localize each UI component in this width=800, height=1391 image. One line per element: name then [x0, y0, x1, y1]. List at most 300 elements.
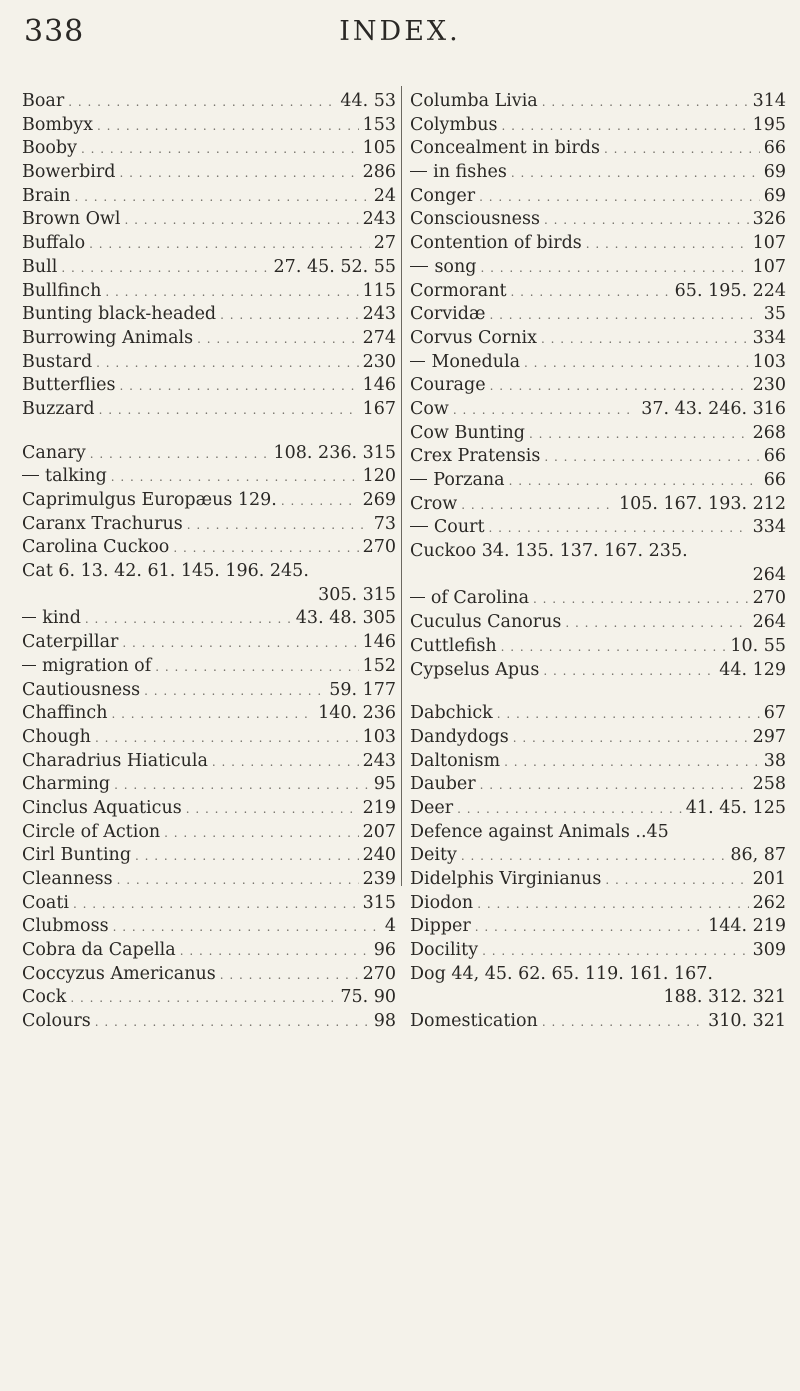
index-entry: [410, 280, 786, 304]
index-term: Carolina Cuckoo: [22, 537, 170, 558]
leader-dots: [164, 822, 358, 846]
index-term: Bowerbird: [22, 162, 116, 183]
page-refs: 67: [763, 703, 786, 724]
index-entry: [22, 232, 396, 256]
leader-dots: [461, 845, 726, 869]
leader-dots: [477, 893, 748, 917]
page-refs: 230: [362, 351, 396, 372]
index-entry: [22, 513, 396, 537]
page-refs: 195: [752, 114, 786, 135]
leader-dots: [501, 115, 748, 139]
index-entry: [22, 702, 396, 726]
index-entry: [22, 773, 396, 797]
index-term: Butterflies: [22, 375, 116, 396]
index-term: Cleanness: [22, 869, 113, 889]
page-refs: 37. 43. 246. 316: [641, 398, 786, 419]
index-term: migration of: [41, 655, 152, 676]
index-entry: [410, 445, 786, 469]
page-refs: 140. 236: [318, 703, 396, 724]
index-entry: [22, 868, 396, 892]
index-term: Charadrius Hiaticula: [22, 750, 208, 771]
page-refs: 120: [362, 466, 396, 487]
leader-dots: [542, 1011, 704, 1035]
page-refs: 98: [373, 1011, 396, 1032]
page-refs: 262: [752, 892, 786, 913]
index-entry: [410, 493, 786, 517]
page-refs: 270: [362, 537, 396, 558]
leader-dots: [105, 281, 358, 305]
leader-dots: [180, 940, 370, 964]
leader-dots: [533, 588, 749, 612]
index-term: Dauber: [410, 774, 476, 795]
index-term: Contention of birds: [410, 233, 582, 254]
index-term: Booby: [22, 138, 78, 159]
page-refs: 201: [752, 869, 786, 889]
index-term: Clubmoss: [22, 916, 109, 937]
repeat-dash: [410, 171, 427, 172]
page-refs: 315: [362, 892, 396, 913]
page-refs: 27. 45. 52. 55: [273, 256, 396, 277]
page-refs: 103: [752, 351, 786, 372]
index-entry: [22, 1010, 396, 1034]
index-term: Deer: [410, 797, 454, 818]
leader-dots: [111, 703, 314, 727]
page-refs: 146: [362, 375, 396, 396]
leader-dots: [281, 490, 359, 514]
index-entry: [410, 422, 786, 446]
leader-dots: [511, 281, 671, 305]
page-refs: 230: [752, 375, 786, 396]
index-term: Corvus Cornix: [410, 327, 538, 348]
page-refs: 269: [362, 490, 396, 510]
page-refs: 167: [362, 398, 396, 419]
index-term: Bustard: [22, 351, 93, 372]
repeat-dash: [22, 665, 36, 666]
index-entry: [22, 351, 396, 375]
leader-dots: [125, 209, 359, 233]
index-term: Courage: [410, 375, 486, 396]
index-entry: [410, 986, 786, 1010]
leader-dots: [99, 399, 359, 423]
index-term: Boar: [22, 91, 65, 111]
index-term: Colymbus: [410, 114, 498, 135]
index-entry: [22, 374, 396, 398]
index-entry: [22, 750, 396, 774]
index-entry: [22, 280, 396, 304]
running-head: INDEX.: [339, 16, 461, 47]
index-entry: [410, 726, 786, 750]
index-term: Cow: [410, 398, 449, 419]
index-entry: [410, 303, 786, 327]
index-term: Bombyx: [22, 114, 93, 135]
index-entry: [22, 489, 396, 513]
index-entry: [22, 327, 396, 351]
page-refs: 24: [373, 185, 396, 206]
leader-dots: [482, 940, 749, 964]
page-refs: 305. 315: [318, 584, 396, 605]
index-term: Buffalo: [22, 233, 86, 254]
index-entry: [410, 635, 786, 659]
page-refs: 297: [752, 726, 786, 747]
repeat-dash: [410, 479, 427, 480]
page-refs: 264: [752, 612, 786, 633]
page-refs: 96: [373, 940, 396, 961]
leader-dots: [117, 869, 359, 893]
index-entry: [22, 137, 396, 161]
page-refs: 108. 236. 315: [273, 442, 396, 463]
page-refs: 105: [362, 138, 396, 159]
page-refs: 207: [362, 821, 396, 842]
page-refs: 334: [752, 517, 786, 538]
page-refs: 35: [763, 304, 786, 325]
index-entry: [410, 232, 786, 256]
index-entry: [22, 986, 396, 1010]
page-refs: 41. 45. 125: [685, 797, 786, 818]
index-entry: [22, 442, 396, 466]
leader-dots: [95, 727, 359, 751]
index-term: Bull: [22, 256, 58, 277]
index-term: Crex Pratensis: [410, 446, 541, 467]
index-term: Bunting black-headed: [22, 304, 217, 325]
page-refs: 115: [362, 280, 396, 301]
repeat-dash: [410, 361, 425, 362]
leader-dots: [89, 233, 370, 257]
page-refs: 65. 195. 224: [674, 280, 786, 301]
index-entry: [410, 256, 786, 280]
leader-dots: [541, 328, 749, 352]
index-entry: [410, 374, 786, 398]
index-term: Buzzard: [22, 398, 95, 419]
page-refs: 59. 177: [329, 679, 396, 700]
index-term: Daltonism: [410, 750, 501, 771]
index-term: Dipper: [410, 916, 471, 937]
leader-dots: [111, 466, 359, 490]
leader-dots: [565, 612, 748, 636]
page-refs: 107: [752, 256, 786, 277]
leader-dots: [120, 375, 359, 399]
page-refs: 45: [646, 821, 669, 842]
index-entry: [22, 963, 396, 987]
index-term: Dandydogs: [410, 726, 509, 747]
page-refs: 44. 129: [719, 659, 786, 680]
index-entry: [22, 915, 396, 939]
index-entry: [410, 844, 786, 868]
page-refs: 243: [362, 750, 396, 771]
index-term: Columba Livia: [410, 91, 538, 111]
index-entry: [22, 892, 396, 916]
index-entry: [410, 750, 786, 774]
leader-dots: [70, 987, 336, 1011]
page-refs: 274: [362, 327, 396, 348]
index-entry: [410, 327, 786, 351]
index-term: Consciousness: [410, 209, 540, 230]
page-refs: 75. 90: [340, 987, 396, 1008]
page-refs: 310. 321: [708, 1011, 786, 1032]
index-entry: [410, 564, 786, 588]
leader-dots: [586, 233, 749, 257]
leader-dots: [544, 446, 759, 470]
leader-dots: [113, 916, 381, 940]
index-entry: [410, 1010, 786, 1034]
page-refs: 4: [384, 916, 396, 937]
leader-dots: [529, 423, 749, 447]
leader-dots: [480, 257, 748, 281]
leader-dots: [501, 636, 727, 660]
index-term: kind: [42, 608, 81, 629]
leader-dots: [61, 257, 269, 281]
index-entry: [410, 797, 786, 821]
leader-dots: [73, 893, 359, 917]
index-term: Burrowing Animals: [22, 327, 194, 348]
index-column-left: [22, 90, 396, 1034]
index-term: Docility: [410, 940, 479, 961]
page-refs: 66: [763, 470, 786, 490]
leader-dots: [186, 798, 359, 822]
index-entry: [410, 963, 786, 987]
index-entry: [22, 208, 396, 232]
index-entry: [22, 655, 396, 679]
index-entry: [410, 469, 786, 493]
index-entry: [410, 773, 786, 797]
index-term: Cuculus Canorus: [410, 612, 562, 633]
page-refs: 107: [752, 233, 786, 254]
page-refs: 286: [362, 162, 396, 183]
page-refs: 44. 53: [340, 91, 396, 111]
index-term: Chough: [22, 726, 91, 747]
leader-dots: [489, 304, 759, 328]
leader-dots: [220, 964, 359, 988]
page-refs: 264: [752, 564, 786, 585]
leader-dots: [457, 798, 682, 822]
leader-dots: [197, 328, 358, 352]
index-term: Corvidæ: [410, 304, 486, 325]
leader-dots: [479, 186, 760, 210]
index-entry: [410, 90, 786, 114]
index-entry: [410, 540, 786, 564]
page-refs: 268: [752, 422, 786, 443]
leader-dots: [155, 656, 358, 680]
index-entry: [22, 398, 396, 422]
page-refs: 144. 219: [708, 916, 786, 937]
index-term: Cock: [22, 987, 67, 1008]
index-term: in fishes: [433, 162, 507, 183]
index-entry: [22, 821, 396, 845]
index-entry: [22, 303, 396, 327]
leader-dots: [135, 845, 359, 869]
leader-dots: [119, 162, 358, 186]
index-term: Circle of Action: [22, 821, 161, 842]
index-term: Coati: [22, 892, 69, 913]
leader-dots: [543, 660, 715, 684]
index-term: Defence against Animals ..: [410, 821, 647, 842]
page-refs: 86, 87: [730, 845, 786, 866]
index-term: Brown Owl: [22, 209, 121, 230]
repeat-dash: [410, 597, 425, 598]
page-refs: 105. 167. 193. 212: [619, 493, 786, 514]
index-term: Domestication: [410, 1011, 538, 1032]
index-entry: [22, 797, 396, 821]
index-entry: [410, 868, 786, 892]
index-entry: [410, 659, 786, 683]
index-entry: [410, 351, 786, 375]
index-term: Colours: [22, 1011, 91, 1032]
index-term: Caprimulgus Europæus 129.: [22, 490, 277, 510]
index-entry: [22, 560, 396, 584]
leader-dots: [122, 632, 358, 656]
leader-dots: [604, 138, 760, 162]
index-entry: [22, 939, 396, 963]
index-entry: [22, 584, 396, 608]
page-refs: 43. 48. 305: [295, 608, 396, 629]
index-term: Crow: [410, 493, 458, 514]
column-divider: [401, 86, 402, 886]
index-term: Brain: [22, 185, 71, 206]
index-entry: [22, 114, 396, 138]
page-refs: 95: [373, 774, 396, 795]
page-refs: 73: [373, 513, 396, 534]
page-refs: 309: [752, 940, 786, 961]
index-entry: [410, 516, 786, 540]
index-term: Cow Bunting: [410, 422, 525, 443]
leader-dots: [97, 115, 359, 139]
leader-dots: [75, 186, 370, 210]
page-refs: 66: [763, 138, 786, 159]
page-refs: 69: [763, 162, 786, 183]
page-refs: 219: [362, 797, 396, 818]
index-term: Cinclus Aquaticus: [22, 797, 182, 818]
leader-dots: [96, 352, 358, 376]
index-entry: [410, 915, 786, 939]
page-refs: 243: [362, 304, 396, 325]
index-term: song: [434, 256, 477, 277]
index-entry: [410, 939, 786, 963]
index-term: Cobra da Capella: [22, 940, 176, 961]
leader-dots: [90, 443, 270, 467]
leader-dots: [480, 774, 749, 798]
index-term: Diodon: [410, 892, 474, 913]
page-refs: 270: [752, 588, 786, 609]
leader-dots: [461, 494, 615, 518]
index-term: Monedula: [431, 351, 521, 372]
index-term: Conger: [410, 185, 476, 206]
leader-dots: [453, 399, 637, 423]
index-term: Didelphis Virginianus: [410, 869, 602, 889]
index-term: Concealment in birds: [410, 138, 600, 159]
index-entry: [22, 185, 396, 209]
index-term: Cypselus Apus: [410, 659, 540, 680]
index-entry: [410, 185, 786, 209]
leader-dots: [513, 727, 749, 751]
index-entry: [22, 465, 396, 489]
page-number: 338: [24, 14, 85, 49]
index-term: Cuckoo 34. 135. 137. 167. 235.: [410, 541, 688, 562]
index-entry: [410, 398, 786, 422]
index-term: talking: [45, 466, 107, 487]
index-entry: [410, 821, 786, 845]
leader-dots: [68, 91, 336, 115]
index-entry: [410, 702, 786, 726]
leader-dots: [95, 1011, 370, 1035]
index-entry: [22, 726, 396, 750]
index-term: Cormorant: [410, 280, 507, 301]
leader-dots: [524, 352, 749, 376]
page-refs: 258: [752, 774, 786, 795]
index-term: Porzana: [433, 470, 505, 490]
index-term: of Carolina: [430, 588, 530, 609]
index-term: Cautiousness: [22, 679, 141, 700]
index-term: Cat 6. 13. 42. 61. 145. 196. 245.: [22, 561, 309, 582]
leader-dots: [212, 751, 359, 775]
page-refs: 326: [752, 209, 786, 230]
index-entry: [22, 607, 396, 631]
page-refs: 243: [362, 209, 396, 230]
index-entry: [22, 161, 396, 185]
page-refs: 146: [362, 632, 396, 653]
index-term: Caterpillar: [22, 632, 119, 653]
page-refs: 153: [362, 114, 396, 135]
leader-dots: [605, 869, 748, 893]
page-refs: 66: [763, 446, 786, 467]
leader-dots: [509, 470, 760, 494]
index-entry: [410, 161, 786, 185]
leader-dots: [544, 209, 749, 233]
repeat-dash: [410, 266, 428, 267]
index-entry: [410, 208, 786, 232]
leader-dots: [187, 514, 370, 538]
page-refs: 103: [362, 726, 396, 747]
page-refs: 239: [362, 869, 396, 889]
index-entry: [22, 536, 396, 560]
leader-dots: [220, 304, 358, 328]
page-refs: 38: [763, 750, 786, 771]
index-entry: [410, 892, 786, 916]
leader-dots: [85, 608, 292, 632]
leader-dots: [475, 916, 704, 940]
index-entry: [22, 256, 396, 280]
index-term: Chaffinch: [22, 703, 108, 724]
page-refs: 270: [362, 963, 396, 984]
leader-dots: [511, 162, 760, 186]
leader-dots: [144, 680, 325, 704]
index-entry: [22, 844, 396, 868]
leader-dots: [497, 703, 760, 727]
page-refs: 314: [752, 91, 786, 111]
page-refs: 152: [362, 655, 396, 676]
index-term: Coccyzus Americanus: [22, 963, 216, 984]
leader-dots: [81, 138, 359, 162]
repeat-dash: [22, 475, 39, 476]
page-refs: 69: [763, 185, 786, 206]
page-refs: 10. 55: [730, 635, 786, 656]
index-term: Dog 44, 45. 62. 65. 119. 161. 167.: [410, 963, 713, 984]
index-entry: [410, 587, 786, 611]
leader-dots: [489, 517, 749, 541]
leader-dots: [173, 537, 358, 561]
leader-dots: [542, 91, 749, 115]
index-term: Bullfinch: [22, 280, 102, 301]
index-term: Charming: [22, 774, 111, 795]
page-refs: 27: [373, 233, 396, 254]
page-refs: 334: [752, 327, 786, 348]
index-entry: [22, 90, 396, 114]
repeat-dash: [22, 617, 36, 618]
index-term: Canary: [22, 442, 86, 463]
index-entry: [22, 631, 396, 655]
index-entry: [22, 679, 396, 703]
index-term: Caranx Trachurus: [22, 513, 183, 534]
index-term: Dabchick: [410, 703, 493, 724]
index-term: Deity: [410, 845, 457, 866]
